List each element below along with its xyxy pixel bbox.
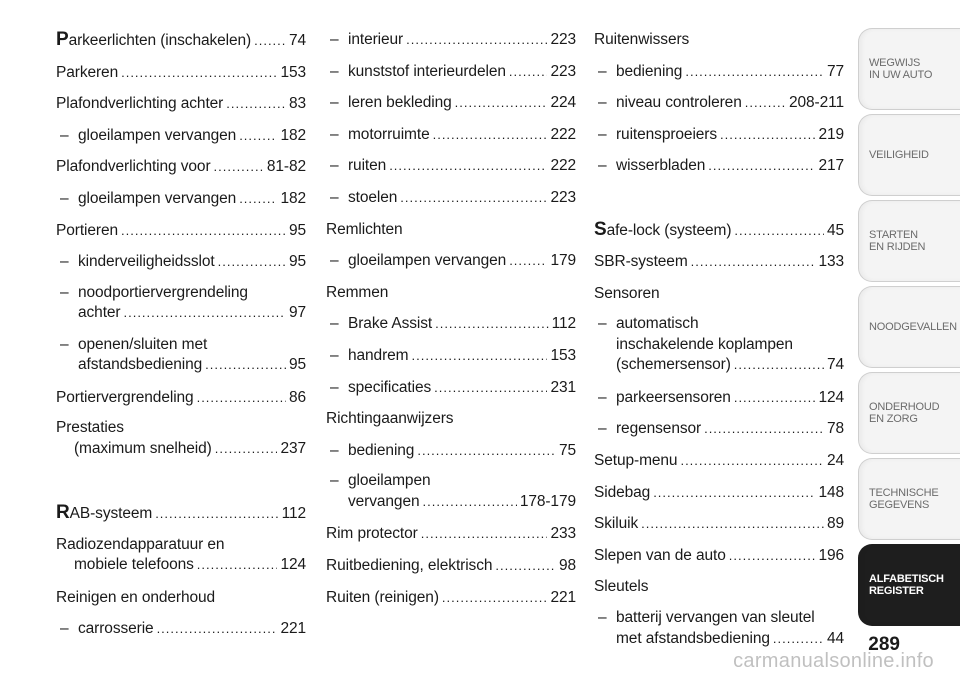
dash-marker: – — [598, 388, 607, 406]
page-ref: 97 — [288, 304, 306, 322]
entry-text: SBR-systeem — [594, 253, 688, 271]
leader-dots — [773, 629, 824, 650]
index-subentry[interactable] — [326, 150, 576, 182]
index-subentry[interactable] — [594, 87, 844, 119]
page-ref: 221 — [280, 620, 306, 638]
tab-wegwijs[interactable] — [858, 28, 960, 110]
page-ref: 124 — [818, 388, 844, 406]
leader-dots — [435, 308, 548, 340]
watermark: carmanualsonline.info — [733, 650, 934, 672]
page-ref: 222 — [550, 157, 576, 175]
index-entry[interactable] — [56, 382, 306, 414]
index-subentry[interactable] — [594, 309, 844, 382]
dash-marker: – — [330, 378, 339, 396]
tab-label: TECHNISCHE GEGEVENS — [869, 487, 939, 511]
page-ref: 182 — [280, 189, 306, 207]
page-ref: 224 — [550, 94, 576, 112]
entry-text: Remlichten — [326, 220, 403, 238]
page-ref: 95 — [288, 253, 306, 271]
page-ref: 89 — [826, 515, 844, 533]
entry-text: Portiervergrendeling — [56, 388, 194, 406]
index-subentry[interactable] — [326, 245, 576, 277]
page-ref: 153 — [550, 346, 576, 364]
leader-dots — [421, 518, 548, 550]
index-subentry[interactable] — [326, 87, 576, 119]
index-entry[interactable] — [326, 582, 576, 614]
page-ref: 95 — [288, 356, 306, 374]
index-subentry[interactable] — [326, 119, 576, 151]
index-subentry[interactable] — [56, 120, 306, 152]
tab-label: NOODGEVALLEN — [869, 321, 957, 333]
leader-dots — [509, 56, 548, 88]
tab-noodgevallen[interactable] — [858, 286, 960, 368]
entry-text: Ruiten (reinigen) — [326, 588, 439, 606]
initial-letter: S — [594, 218, 607, 240]
leader-dots — [434, 372, 547, 404]
entry-text: gloeilampen vervangen — [78, 189, 237, 207]
page-ref: 231 — [550, 378, 576, 396]
dash-marker: – — [330, 188, 339, 206]
dash-marker: – — [598, 125, 607, 143]
initial-letter: P — [56, 29, 69, 50]
page-ref: 148 — [818, 483, 844, 501]
index-subentry[interactable] — [594, 150, 844, 182]
index-entry[interactable] — [56, 24, 306, 57]
index-entry[interactable] — [56, 530, 306, 582]
entry-text: Ruitenwissers — [594, 31, 690, 48]
page-ref: 74 — [288, 32, 306, 49]
leader-dots — [389, 150, 547, 182]
index-entry[interactable] — [56, 582, 306, 614]
section-tabs — [858, 28, 960, 630]
index-entry[interactable] — [594, 540, 844, 572]
leader-dots — [406, 24, 547, 56]
entry-text: motorruimte — [348, 125, 430, 143]
index-subentry[interactable] — [594, 603, 844, 655]
index-entry[interactable] — [326, 214, 576, 246]
index-entry[interactable] — [56, 151, 306, 183]
entry-text: Prestaties — [56, 419, 124, 437]
leader-dots — [254, 25, 286, 57]
index-subentry[interactable] — [326, 308, 576, 340]
index-entry[interactable] — [326, 518, 576, 550]
dash-marker: – — [60, 253, 69, 271]
tab-veiligheid[interactable] — [858, 114, 960, 196]
dash-marker: – — [60, 620, 69, 638]
index-entry[interactable] — [56, 215, 306, 247]
entry-text: noodportiervergrendeling — [78, 283, 248, 301]
leader-dots — [653, 477, 815, 509]
leader-dots — [734, 355, 824, 376]
dash-marker: – — [598, 157, 607, 175]
page-number: 289 — [868, 634, 900, 655]
page-ref: 124 — [280, 556, 306, 574]
leader-dots — [197, 555, 278, 576]
entry-text: Sleutels — [594, 578, 649, 596]
dash-marker: – — [330, 31, 339, 48]
dash-marker: – — [60, 189, 69, 207]
index-column-3 — [594, 24, 844, 655]
dash-marker: – — [598, 94, 607, 112]
index-subentry[interactable] — [56, 183, 306, 215]
index-subentry[interactable] — [594, 382, 844, 414]
page-ref: 217 — [818, 157, 844, 175]
index-entry[interactable] — [56, 413, 306, 465]
entry-text: gloeilampen — [348, 472, 431, 490]
leader-dots — [641, 508, 824, 540]
entry-text: Rim protector — [326, 525, 418, 543]
index-entry[interactable] — [56, 88, 306, 120]
dash-marker: – — [598, 609, 607, 626]
entry-text: bediening — [348, 441, 415, 459]
tab-label: STARTEN EN RIJDEN — [869, 229, 926, 253]
page-ref: 133 — [818, 253, 844, 271]
index-entry[interactable] — [326, 550, 576, 582]
leader-dots — [691, 246, 816, 278]
page-ref: 75 — [558, 441, 576, 459]
index-entry[interactable] — [594, 24, 844, 56]
page-ref: 179 — [550, 252, 576, 270]
page-ref: 74 — [826, 356, 844, 374]
dash-marker: – — [60, 283, 69, 301]
entry-text: Richtingaanwijzers — [326, 410, 454, 428]
entry-text: Ruitbediening, elektrisch — [326, 556, 493, 574]
entry-text: gloeilampen vervangen — [78, 126, 237, 144]
page-ref: 178-179 — [519, 492, 576, 510]
leader-dots — [197, 382, 286, 414]
entry-text: stoelen — [348, 188, 398, 206]
index-subentry[interactable] — [326, 435, 576, 467]
entry-text: achter — [78, 304, 121, 322]
index-subentry[interactable] — [594, 413, 844, 445]
dash-marker: – — [330, 441, 339, 459]
tab-label: VEILIGHEID — [869, 149, 929, 161]
tab-label: WEGWIJS IN UW AUTO — [869, 57, 933, 81]
index-subentry[interactable] — [56, 613, 306, 645]
page-ref: 208-211 — [788, 94, 844, 112]
leader-dots — [214, 151, 264, 183]
index-subentry[interactable] — [326, 24, 576, 56]
leader-dots — [123, 303, 285, 324]
dash-marker: – — [60, 126, 69, 144]
leader-dots — [720, 119, 815, 151]
page-ref: 81-82 — [266, 158, 306, 176]
leader-dots — [680, 445, 824, 477]
index-entry[interactable] — [594, 246, 844, 278]
page-ref: 182 — [280, 126, 306, 144]
entry-text: interieur — [348, 31, 404, 48]
entry-text: inschakelende koplampen — [616, 335, 793, 353]
entry-text: Plafondverlichting achter — [56, 95, 224, 113]
entry-text: wisserbladen — [616, 157, 706, 175]
leader-dots — [218, 246, 286, 278]
entry-text: Brake Assist — [348, 315, 433, 333]
index-entry[interactable] — [594, 214, 844, 247]
entry-text: gloeilampen vervangen — [348, 252, 507, 270]
page-ref: 112 — [551, 315, 576, 333]
index-entry[interactable] — [56, 497, 306, 530]
page-ref: 98 — [558, 556, 576, 574]
leader-dots — [745, 87, 786, 119]
entry-text: batterij vervangen van sleutel — [616, 609, 815, 626]
entry-text: Sensoren — [594, 284, 660, 302]
entry-text: niveau controleren — [616, 94, 742, 112]
index-column-1 — [56, 24, 306, 645]
entry-text: (schemersensor) — [616, 356, 731, 374]
entry-text: regensensor — [616, 420, 702, 438]
index-subentry[interactable] — [326, 340, 576, 372]
dash-marker: – — [330, 472, 339, 490]
page-ref: 78 — [826, 420, 844, 438]
leader-dots — [734, 215, 824, 247]
index-subentry[interactable] — [56, 330, 306, 382]
leader-dots — [121, 215, 286, 247]
index-entry[interactable] — [326, 277, 576, 309]
entry-text: Portieren — [56, 221, 118, 239]
tab-label: ALFABETISCH REGISTER — [869, 573, 944, 597]
dash-marker: – — [330, 125, 339, 143]
entry-text: mobiele telefoons — [74, 556, 194, 574]
page-ref: 77 — [826, 62, 844, 80]
dash-marker: – — [598, 315, 607, 333]
entry-text: Remmen — [326, 283, 389, 301]
dash-marker: – — [330, 315, 339, 333]
tab-label: ONDERHOUD EN ZORG — [869, 401, 940, 425]
index-entry[interactable] — [594, 508, 844, 540]
index-subentry[interactable] — [326, 466, 576, 518]
leader-dots — [239, 120, 277, 152]
entry-text: Setup-menu — [594, 452, 678, 470]
page-ref: 83 — [288, 95, 306, 113]
index-entry[interactable] — [594, 445, 844, 477]
entry-text: vervangen — [348, 492, 420, 510]
page-ref: 219 — [818, 125, 844, 143]
index-subentry[interactable] — [56, 278, 306, 330]
index-subentry[interactable] — [594, 119, 844, 151]
page-ref: 86 — [288, 388, 306, 406]
entry-text: handrem — [348, 346, 409, 364]
entry-text: openen/sluiten met — [78, 335, 208, 353]
page-ref: 221 — [550, 588, 576, 606]
initial-letter: R — [56, 501, 70, 523]
entry-text: Radiozendapparatuur en — [56, 535, 225, 553]
page-ref: 223 — [550, 188, 576, 206]
entry-text: ruiten — [348, 157, 387, 175]
leader-dots — [734, 382, 816, 414]
page-ref: 44 — [826, 629, 844, 647]
index-entry[interactable] — [326, 403, 576, 435]
dash-marker: – — [330, 157, 339, 175]
entry-text: kinderveiligheidsslot — [78, 253, 215, 271]
tab-technische[interactable] — [858, 458, 960, 540]
dash-marker: – — [598, 62, 607, 80]
entry-text: afe-lock (systeem) — [606, 221, 732, 239]
page-ref: 112 — [281, 504, 306, 522]
leader-dots — [121, 57, 277, 89]
index-subentry[interactable] — [326, 182, 576, 214]
leader-dots — [729, 540, 816, 572]
dash-marker: – — [60, 335, 69, 353]
entry-text: AB-systeem — [69, 504, 153, 522]
dash-marker: – — [330, 252, 339, 270]
index-entry[interactable] — [594, 477, 844, 509]
leader-dots — [157, 613, 278, 645]
leader-dots — [708, 150, 815, 182]
index-entry[interactable] — [56, 57, 306, 89]
entry-text: afstandsbediening — [78, 356, 203, 374]
dash-marker: – — [330, 62, 339, 80]
page-ref: 222 — [550, 125, 576, 143]
leader-dots — [442, 582, 548, 614]
leader-dots — [704, 413, 824, 445]
dash-marker: – — [330, 94, 339, 112]
page-ref: 45 — [826, 221, 844, 239]
entry-text: ruitensproeiers — [616, 125, 718, 143]
page-ref: 223 — [550, 62, 576, 80]
page-ref: 153 — [280, 63, 306, 81]
page-ref: 237 — [280, 439, 306, 457]
dash-marker: – — [598, 420, 607, 438]
page-ref: 24 — [826, 452, 844, 470]
entry-text: Reinigen en onderhoud — [56, 588, 216, 606]
index-column-2 — [326, 24, 576, 613]
index-subentry[interactable] — [326, 372, 576, 404]
entry-text: Slepen van de auto — [594, 546, 726, 564]
leader-dots — [400, 182, 547, 214]
dash-marker: – — [330, 346, 339, 364]
leader-dots — [411, 340, 547, 372]
leader-dots — [215, 439, 278, 460]
tab-onderhoud[interactable] — [858, 372, 960, 454]
entry-text: (maximum snelheid) — [74, 439, 212, 457]
index-subentry[interactable] — [326, 56, 576, 88]
leader-dots — [205, 355, 286, 376]
leader-dots — [433, 119, 548, 151]
tab-starten[interactable] — [858, 200, 960, 282]
entry-text: leren bekleding — [348, 94, 452, 112]
entry-text: automatisch — [616, 315, 699, 333]
entry-text: carrosserie — [78, 620, 154, 638]
entry-text: bediening — [616, 62, 683, 80]
tab-alfabetisch[interactable] — [858, 544, 960, 626]
leader-dots — [417, 435, 556, 467]
leader-dots — [685, 56, 824, 88]
index-subentry[interactable] — [56, 246, 306, 278]
entry-text: parkeersensoren — [616, 388, 731, 406]
index-entry[interactable] — [594, 278, 844, 310]
entry-text: Plafondverlichting voor — [56, 158, 211, 176]
leader-dots — [239, 183, 277, 215]
entry-text: Skiluik — [594, 515, 639, 533]
page-ref: 196 — [818, 546, 844, 564]
letter-gap — [56, 465, 306, 497]
leader-dots — [455, 87, 548, 119]
entry-text: met afstandsbediening — [616, 629, 770, 647]
letter-gap — [594, 182, 844, 214]
entry-text: Parkeren — [56, 63, 119, 81]
index-subentry[interactable] — [594, 56, 844, 88]
leader-dots — [226, 88, 286, 120]
page-ref: 95 — [288, 221, 306, 239]
leader-dots — [422, 492, 516, 513]
page-ref: 223 — [550, 31, 576, 48]
leader-dots — [155, 498, 278, 530]
page-ref: 233 — [550, 525, 576, 543]
leader-dots — [495, 550, 556, 582]
entry-text: arkeerlichten (inschakelen) — [68, 32, 252, 49]
entry-text: kunststof interieurdelen — [348, 62, 506, 80]
index-entry[interactable] — [594, 571, 844, 603]
leader-dots — [509, 245, 547, 277]
entry-text: specificaties — [348, 378, 432, 396]
entry-text: Sidebag — [594, 483, 651, 501]
